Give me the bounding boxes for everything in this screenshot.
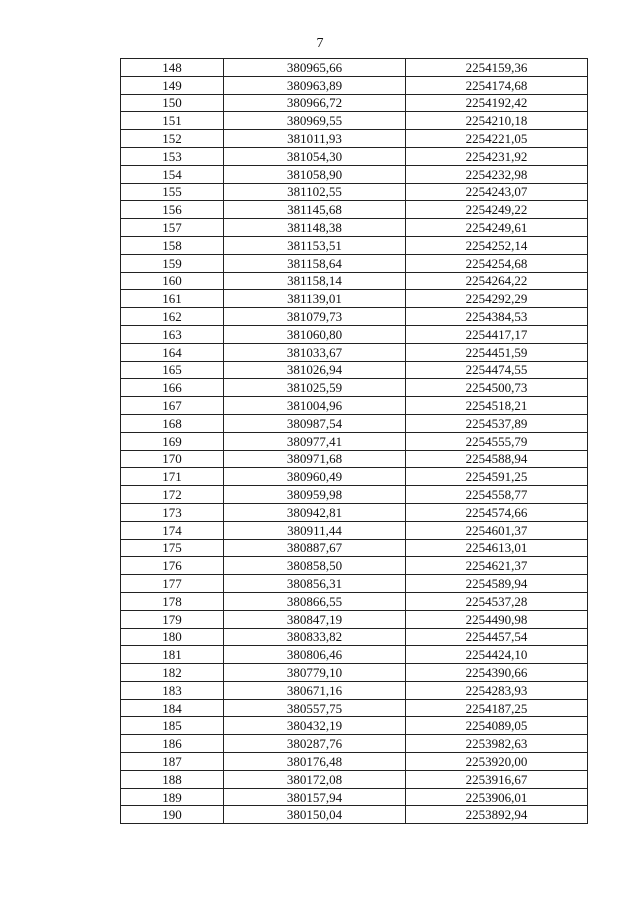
point-number-cell: 148 [121, 59, 224, 77]
point-number-cell: 180 [121, 628, 224, 646]
table-row [121, 788, 588, 806]
table-row [121, 539, 588, 557]
point-number-cell: 184 [121, 699, 224, 717]
table-row [121, 290, 588, 308]
x-coordinate-cell: 380150,04 [224, 806, 406, 824]
point-number-cell: 168 [121, 414, 224, 432]
table-row [121, 76, 588, 94]
x-coordinate-cell: 381060,80 [224, 325, 406, 343]
table-row [121, 361, 588, 379]
x-coordinate-cell: 381139,01 [224, 290, 406, 308]
table-row [121, 343, 588, 361]
x-coordinate-cell: 380911,44 [224, 521, 406, 539]
coordinates-table [120, 58, 588, 824]
point-number-cell: 182 [121, 664, 224, 682]
y-coordinate-cell: 2254589,94 [406, 575, 588, 593]
table-row [121, 646, 588, 664]
y-coordinate-cell: 2254588,94 [406, 450, 588, 468]
y-coordinate-cell: 2254390,66 [406, 664, 588, 682]
table-row [121, 130, 588, 148]
table-row [121, 592, 588, 610]
table-row [121, 219, 588, 237]
x-coordinate-cell: 381025,59 [224, 379, 406, 397]
y-coordinate-cell: 2254601,37 [406, 521, 588, 539]
y-coordinate-cell: 2254249,22 [406, 201, 588, 219]
y-coordinate-cell: 2254221,05 [406, 130, 588, 148]
x-coordinate-cell: 380969,55 [224, 112, 406, 130]
table-row [121, 557, 588, 575]
point-number-cell: 153 [121, 147, 224, 165]
point-number-cell: 154 [121, 165, 224, 183]
coordinates-table-body [121, 59, 588, 824]
y-coordinate-cell: 2254490,98 [406, 610, 588, 628]
x-coordinate-cell: 381148,38 [224, 219, 406, 237]
y-coordinate-cell: 2254558,77 [406, 486, 588, 504]
table-row [121, 735, 588, 753]
point-number-cell: 159 [121, 254, 224, 272]
table-row [121, 681, 588, 699]
point-number-cell: 163 [121, 325, 224, 343]
point-number-cell: 178 [121, 592, 224, 610]
x-coordinate-cell: 380987,54 [224, 414, 406, 432]
table-row [121, 397, 588, 415]
table-row [121, 272, 588, 290]
table-row [121, 147, 588, 165]
x-coordinate-cell: 380963,89 [224, 76, 406, 94]
x-coordinate-cell: 380671,16 [224, 681, 406, 699]
point-number-cell: 174 [121, 521, 224, 539]
y-coordinate-cell: 2254518,21 [406, 397, 588, 415]
point-number-cell: 172 [121, 486, 224, 504]
point-number-cell: 187 [121, 753, 224, 771]
point-number-cell: 170 [121, 450, 224, 468]
y-coordinate-cell: 2254537,28 [406, 592, 588, 610]
x-coordinate-cell: 381153,51 [224, 236, 406, 254]
x-coordinate-cell: 380432,19 [224, 717, 406, 735]
table-row [121, 770, 588, 788]
table-row [121, 165, 588, 183]
table-row [121, 575, 588, 593]
point-number-cell: 162 [121, 308, 224, 326]
x-coordinate-cell: 380557,75 [224, 699, 406, 717]
y-coordinate-cell: 2254243,07 [406, 183, 588, 201]
y-coordinate-cell: 2254187,25 [406, 699, 588, 717]
y-coordinate-cell: 2254451,59 [406, 343, 588, 361]
y-coordinate-cell: 2254417,17 [406, 325, 588, 343]
table-row [121, 450, 588, 468]
point-number-cell: 158 [121, 236, 224, 254]
point-number-cell: 177 [121, 575, 224, 593]
y-coordinate-cell: 2254232,98 [406, 165, 588, 183]
table-row [121, 521, 588, 539]
point-number-cell: 183 [121, 681, 224, 699]
x-coordinate-cell: 380157,94 [224, 788, 406, 806]
point-number-cell: 179 [121, 610, 224, 628]
x-coordinate-cell: 380806,46 [224, 646, 406, 664]
y-coordinate-cell: 2254159,36 [406, 59, 588, 77]
table-row [121, 94, 588, 112]
point-number-cell: 175 [121, 539, 224, 557]
table-row [121, 183, 588, 201]
x-coordinate-cell: 380942,81 [224, 503, 406, 521]
y-coordinate-cell: 2254574,66 [406, 503, 588, 521]
point-number-cell: 151 [121, 112, 224, 130]
table-row [121, 664, 588, 682]
x-coordinate-cell: 381004,96 [224, 397, 406, 415]
point-number-cell: 189 [121, 788, 224, 806]
y-coordinate-cell: 2254613,01 [406, 539, 588, 557]
y-coordinate-cell: 2254252,14 [406, 236, 588, 254]
y-coordinate-cell: 2254231,92 [406, 147, 588, 165]
table-row [121, 717, 588, 735]
y-coordinate-cell: 2254424,10 [406, 646, 588, 664]
point-number-cell: 156 [121, 201, 224, 219]
y-coordinate-cell: 2253892,94 [406, 806, 588, 824]
y-coordinate-cell: 2254089,05 [406, 717, 588, 735]
x-coordinate-cell: 380965,66 [224, 59, 406, 77]
y-coordinate-cell: 2254254,68 [406, 254, 588, 272]
table-row [121, 753, 588, 771]
table-row [121, 414, 588, 432]
table-row [121, 379, 588, 397]
y-coordinate-cell: 2253906,01 [406, 788, 588, 806]
x-coordinate-cell: 381058,90 [224, 165, 406, 183]
table-row [121, 610, 588, 628]
point-number-cell: 149 [121, 76, 224, 94]
point-number-cell: 165 [121, 361, 224, 379]
table-row [121, 503, 588, 521]
x-coordinate-cell: 380172,08 [224, 770, 406, 788]
table-row [121, 59, 588, 77]
table-row [121, 699, 588, 717]
point-number-cell: 160 [121, 272, 224, 290]
y-coordinate-cell: 2253982,63 [406, 735, 588, 753]
point-number-cell: 171 [121, 468, 224, 486]
x-coordinate-cell: 381145,68 [224, 201, 406, 219]
table-row [121, 112, 588, 130]
y-coordinate-cell: 2254457,54 [406, 628, 588, 646]
point-number-cell: 166 [121, 379, 224, 397]
x-coordinate-cell: 380833,82 [224, 628, 406, 646]
x-coordinate-cell: 380779,10 [224, 664, 406, 682]
y-coordinate-cell: 2253920,00 [406, 753, 588, 771]
y-coordinate-cell: 2254591,25 [406, 468, 588, 486]
table-row [121, 468, 588, 486]
y-coordinate-cell: 2254555,79 [406, 432, 588, 450]
x-coordinate-cell: 380887,67 [224, 539, 406, 557]
page-number: 7 [316, 36, 324, 51]
x-coordinate-cell: 380287,76 [224, 735, 406, 753]
point-number-cell: 181 [121, 646, 224, 664]
y-coordinate-cell: 2254500,73 [406, 379, 588, 397]
x-coordinate-cell: 381079,73 [224, 308, 406, 326]
table-row [121, 432, 588, 450]
point-number-cell: 176 [121, 557, 224, 575]
point-number-cell: 190 [121, 806, 224, 824]
y-coordinate-cell: 2254192,42 [406, 94, 588, 112]
x-coordinate-cell: 381158,64 [224, 254, 406, 272]
x-coordinate-cell: 380960,49 [224, 468, 406, 486]
point-number-cell: 185 [121, 717, 224, 735]
point-number-cell: 150 [121, 94, 224, 112]
point-number-cell: 161 [121, 290, 224, 308]
point-number-cell: 188 [121, 770, 224, 788]
table-row [121, 806, 588, 824]
y-coordinate-cell: 2253916,67 [406, 770, 588, 788]
y-coordinate-cell: 2254283,93 [406, 681, 588, 699]
y-coordinate-cell: 2254537,89 [406, 414, 588, 432]
point-number-cell: 167 [121, 397, 224, 415]
x-coordinate-cell: 380856,31 [224, 575, 406, 593]
x-coordinate-cell: 380977,41 [224, 432, 406, 450]
table-row [121, 486, 588, 504]
point-number-cell: 169 [121, 432, 224, 450]
x-coordinate-cell: 381054,30 [224, 147, 406, 165]
y-coordinate-cell: 2254292,29 [406, 290, 588, 308]
x-coordinate-cell: 380971,68 [224, 450, 406, 468]
y-coordinate-cell: 2254210,18 [406, 112, 588, 130]
table-row [121, 201, 588, 219]
point-number-cell: 155 [121, 183, 224, 201]
table-row [121, 254, 588, 272]
x-coordinate-cell: 380966,72 [224, 94, 406, 112]
table-row [121, 236, 588, 254]
y-coordinate-cell: 2254249,61 [406, 219, 588, 237]
table-row [121, 308, 588, 326]
x-coordinate-cell: 381033,67 [224, 343, 406, 361]
point-number-cell: 157 [121, 219, 224, 237]
point-number-cell: 186 [121, 735, 224, 753]
x-coordinate-cell: 380959,98 [224, 486, 406, 504]
y-coordinate-cell: 2254264,22 [406, 272, 588, 290]
x-coordinate-cell: 381102,55 [224, 183, 406, 201]
x-coordinate-cell: 380858,50 [224, 557, 406, 575]
point-number-cell: 152 [121, 130, 224, 148]
table-row [121, 325, 588, 343]
x-coordinate-cell: 381011,93 [224, 130, 406, 148]
x-coordinate-cell: 380847,19 [224, 610, 406, 628]
point-number-cell: 173 [121, 503, 224, 521]
table-row [121, 628, 588, 646]
x-coordinate-cell: 380866,55 [224, 592, 406, 610]
x-coordinate-cell: 381026,94 [224, 361, 406, 379]
y-coordinate-cell: 2254621,37 [406, 557, 588, 575]
point-number-cell: 164 [121, 343, 224, 361]
y-coordinate-cell: 2254174,68 [406, 76, 588, 94]
y-coordinate-cell: 2254474,55 [406, 361, 588, 379]
x-coordinate-cell: 381158,14 [224, 272, 406, 290]
x-coordinate-cell: 380176,48 [224, 753, 406, 771]
y-coordinate-cell: 2254384,53 [406, 308, 588, 326]
